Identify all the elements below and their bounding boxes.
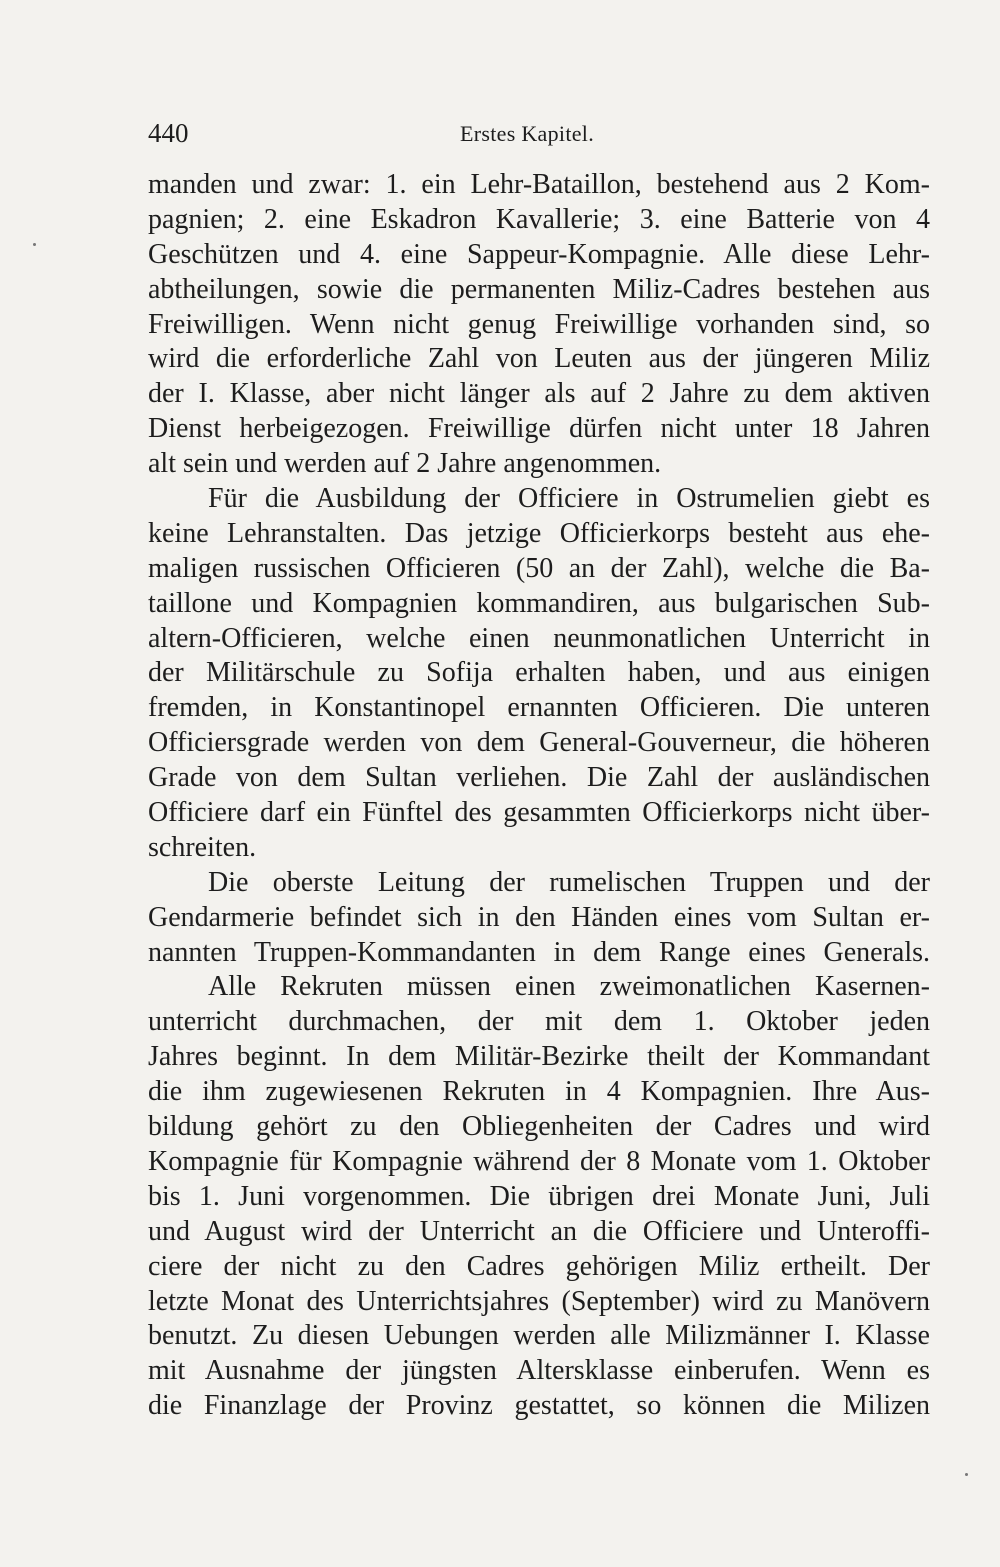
- text-line: der Militärschule zu Sofija erhalten haben, und aus einigen: [148, 657, 930, 689]
- paragraph-first-line: Für die Ausbildung der Officiere in Ostrumelien giebt es: [208, 483, 930, 515]
- text-line: maligen russischen Officieren (50 an der Zahl), welche die Ba-: [148, 552, 930, 584]
- text-line: der I. Klasse, aber nicht länger als auf 2 Jahre zu dem aktiven: [148, 378, 930, 410]
- text-line: unterricht durchmachen, der mit dem 1. Oktober jeden: [148, 1006, 930, 1038]
- text-line: Gendarmerie befindet sich in den Händen eines vom Sultan er-: [148, 901, 930, 933]
- text-line: taillone und Kompagnien kommandiren, aus bulgarischen Sub-: [148, 587, 930, 619]
- body-text: [148, 168, 930, 1424]
- text-line: nannten Truppen-Kommandanten in dem Range eines Generals.: [148, 936, 930, 968]
- text-line: bis 1. Juni vorgenommen. Die übrigen drei Monate Juni, Juli: [148, 1180, 930, 1212]
- text-line: Officiere darf ein Fünftel des gesammten Officierkorps nicht über-: [148, 797, 930, 829]
- text-line: mit Ausnahme der jüngsten Altersklasse einberufen. Wenn es: [148, 1355, 930, 1387]
- text-line: keine Lehranstalten. Das jetzige Officierkorps besteht aus ehe-: [148, 517, 930, 549]
- text-line: bildung gehört zu den Obliegenheiten der Cadres und wird: [148, 1111, 930, 1143]
- paragraph-first-line: Alle Rekruten müssen einen zweimonatlichen Kasernen-: [208, 971, 930, 1003]
- text-line: die Finanzlage der Provinz gestattet, so können die Milizen: [148, 1390, 930, 1422]
- print-speck: [33, 243, 36, 246]
- page-header: [148, 118, 930, 154]
- text-line: und August wird der Unterricht an die Officiere und Unteroffi-: [148, 1215, 930, 1247]
- print-speck: [965, 1473, 968, 1476]
- text-line: abtheilungen, sowie die permanenten Miliz-Cadres bestehen aus: [148, 273, 930, 305]
- text-line: ciere der nicht zu den Cadres gehörigen Miliz ertheilt. Der: [148, 1250, 930, 1282]
- text-line: manden und zwar: 1. ein Lehr-Bataillon, bestehend aus 2 Kom-: [148, 169, 930, 200]
- paragraph-last-line: alt sein und werden auf 2 Jahre angenommen.: [148, 448, 662, 480]
- text-line: benutzt. Zu diesen Uebungen werden alle Milizmänner I. Klasse: [148, 1320, 930, 1352]
- text-line: Dienst herbeigezogen. Freiwillige dürfen nicht unter 18 Jahren: [148, 413, 930, 445]
- page-number: 440: [148, 118, 189, 148]
- text-line: letzte Monat des Unterrichtsjahres (September) wird zu Manövern: [148, 1285, 930, 1317]
- text-line: Officiersgrade werden von dem General-Gouverneur, die höheren: [148, 727, 930, 759]
- running-title: Erstes Kapitel.: [460, 121, 595, 146]
- text-line: fremden, in Konstantinopel ernannten Officieren. Die unteren: [148, 692, 930, 724]
- paragraph-first-line: Die oberste Leitung der rumelischen Truppen und der: [208, 866, 930, 898]
- text-line: Jahres beginnt. In dem Militär-Bezirke theilt der Kommandant: [148, 1041, 930, 1073]
- paragraph-last-line: schreiten.: [148, 831, 257, 863]
- text-line: pagnien; 2. eine Eskadron Kavallerie; 3. eine Batterie von 4: [148, 203, 930, 235]
- text-line: Freiwilligen. Wenn nicht genug Freiwillige vorhanden sind, so: [148, 308, 930, 340]
- text-line: Kompagnie für Kompagnie während der 8 Monate vom 1. Oktober: [148, 1145, 930, 1177]
- text-line: Grade von dem Sultan verliehen. Die Zahl der ausländischen: [148, 762, 930, 794]
- text-line: Geschützen und 4. eine Sappeur-Kompagnie. Alle diese Lehr-: [148, 238, 930, 270]
- text-line: die ihm zugewiesenen Rekruten in 4 Kompagnien. Ihre Aus-: [148, 1076, 930, 1108]
- text-line: wird die erforderliche Zahl von Leuten aus der jüngeren Miliz: [148, 343, 930, 375]
- text-line: altern-Officieren, welche einen neunmonatlichen Unterricht in: [148, 622, 930, 654]
